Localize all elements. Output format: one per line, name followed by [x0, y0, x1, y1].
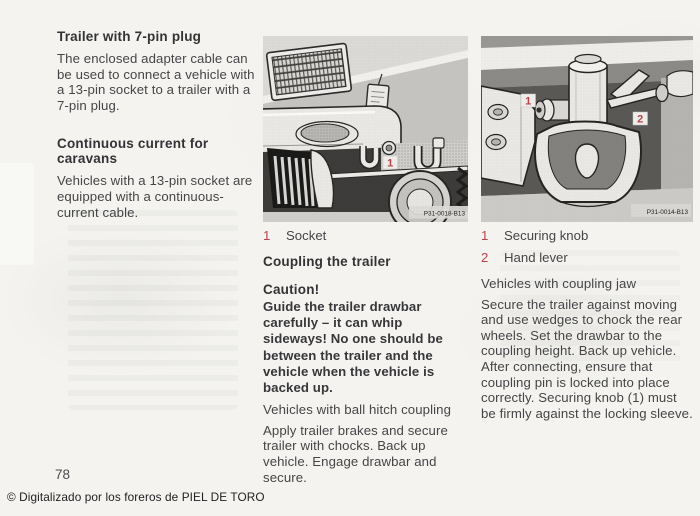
callout-number: 2: [637, 113, 644, 126]
figure-part-number: P31-0018-B13: [423, 210, 465, 218]
section-heading-7pin-plug: Trailer with 7-pin plug: [57, 29, 202, 44]
figure-legend-item: [263, 228, 469, 243]
figure-legend-item: [481, 250, 695, 265]
page-edge-tab: [0, 163, 34, 265]
figure-coupling-jaw: [481, 36, 693, 222]
section-body-coupling-jaw: Secure the trailer against moving and use wedges to chock the rear wheels. Set the drawbar to the coupling height. Back up vehicle. After connecting, ensure that coupling pin is locked into place correctly. Securing knob (1) must be firmly against the locking sleeve.: [481, 296, 693, 421]
left-column: [57, 29, 258, 220]
legend-number: 1: [481, 228, 489, 243]
legend-label: Securing knob: [504, 228, 589, 243]
legend-label: Socket: [286, 228, 327, 243]
scan-bleedthrough: [68, 210, 238, 410]
coupling-jaw-illustration: [481, 36, 693, 222]
right-column: [481, 228, 695, 421]
section-heading-continuous-current: Continuous current for caravans: [57, 136, 209, 167]
legend-label: Hand lever: [504, 250, 568, 265]
figure-part-number: P31-0014-B13: [646, 209, 688, 216]
figure-legend-item: [481, 228, 695, 243]
caution-title: Caution!: [263, 282, 320, 297]
legend-number: 2: [481, 250, 489, 265]
caution-body: Guide the trailer drawbar carefully – it can whip sideways! No one should be between the trailer and the vehicle when the vehicle is backed up.: [263, 299, 443, 396]
section-body-continuous-current: Vehicles with a 13-pin socket are equipped with a continuous-current cable.: [57, 173, 253, 220]
callout-number: 1: [387, 157, 394, 170]
legend-number: 1: [263, 228, 271, 243]
section-heading-coupling-trailer: Coupling the trailer: [263, 254, 391, 269]
page-number: 78: [55, 467, 71, 482]
section-body-7pin-plug: The enclosed adapter cable can be used to connect a vehicle with a 13-pin socket to a trailer with a 7-pin plug.: [57, 51, 255, 113]
section-body-ball-hitch: Apply trailer brakes and secure trailer with chocks. Back up vehicle. Engage drawbar and secure.: [263, 422, 448, 485]
middle-column: [263, 228, 469, 485]
scan-watermark: © Digitalizado por los foreros de PIEL DE TORO: [7, 490, 265, 504]
subheading-coupling-jaw: Vehicles with coupling jaw: [481, 276, 637, 291]
ball-hitch-illustration: [263, 36, 468, 222]
figure-ball-hitch-coupling: [263, 36, 468, 222]
subheading-ball-hitch: Vehicles with ball hitch coupling: [263, 402, 452, 418]
callout-number: 1: [525, 95, 532, 108]
